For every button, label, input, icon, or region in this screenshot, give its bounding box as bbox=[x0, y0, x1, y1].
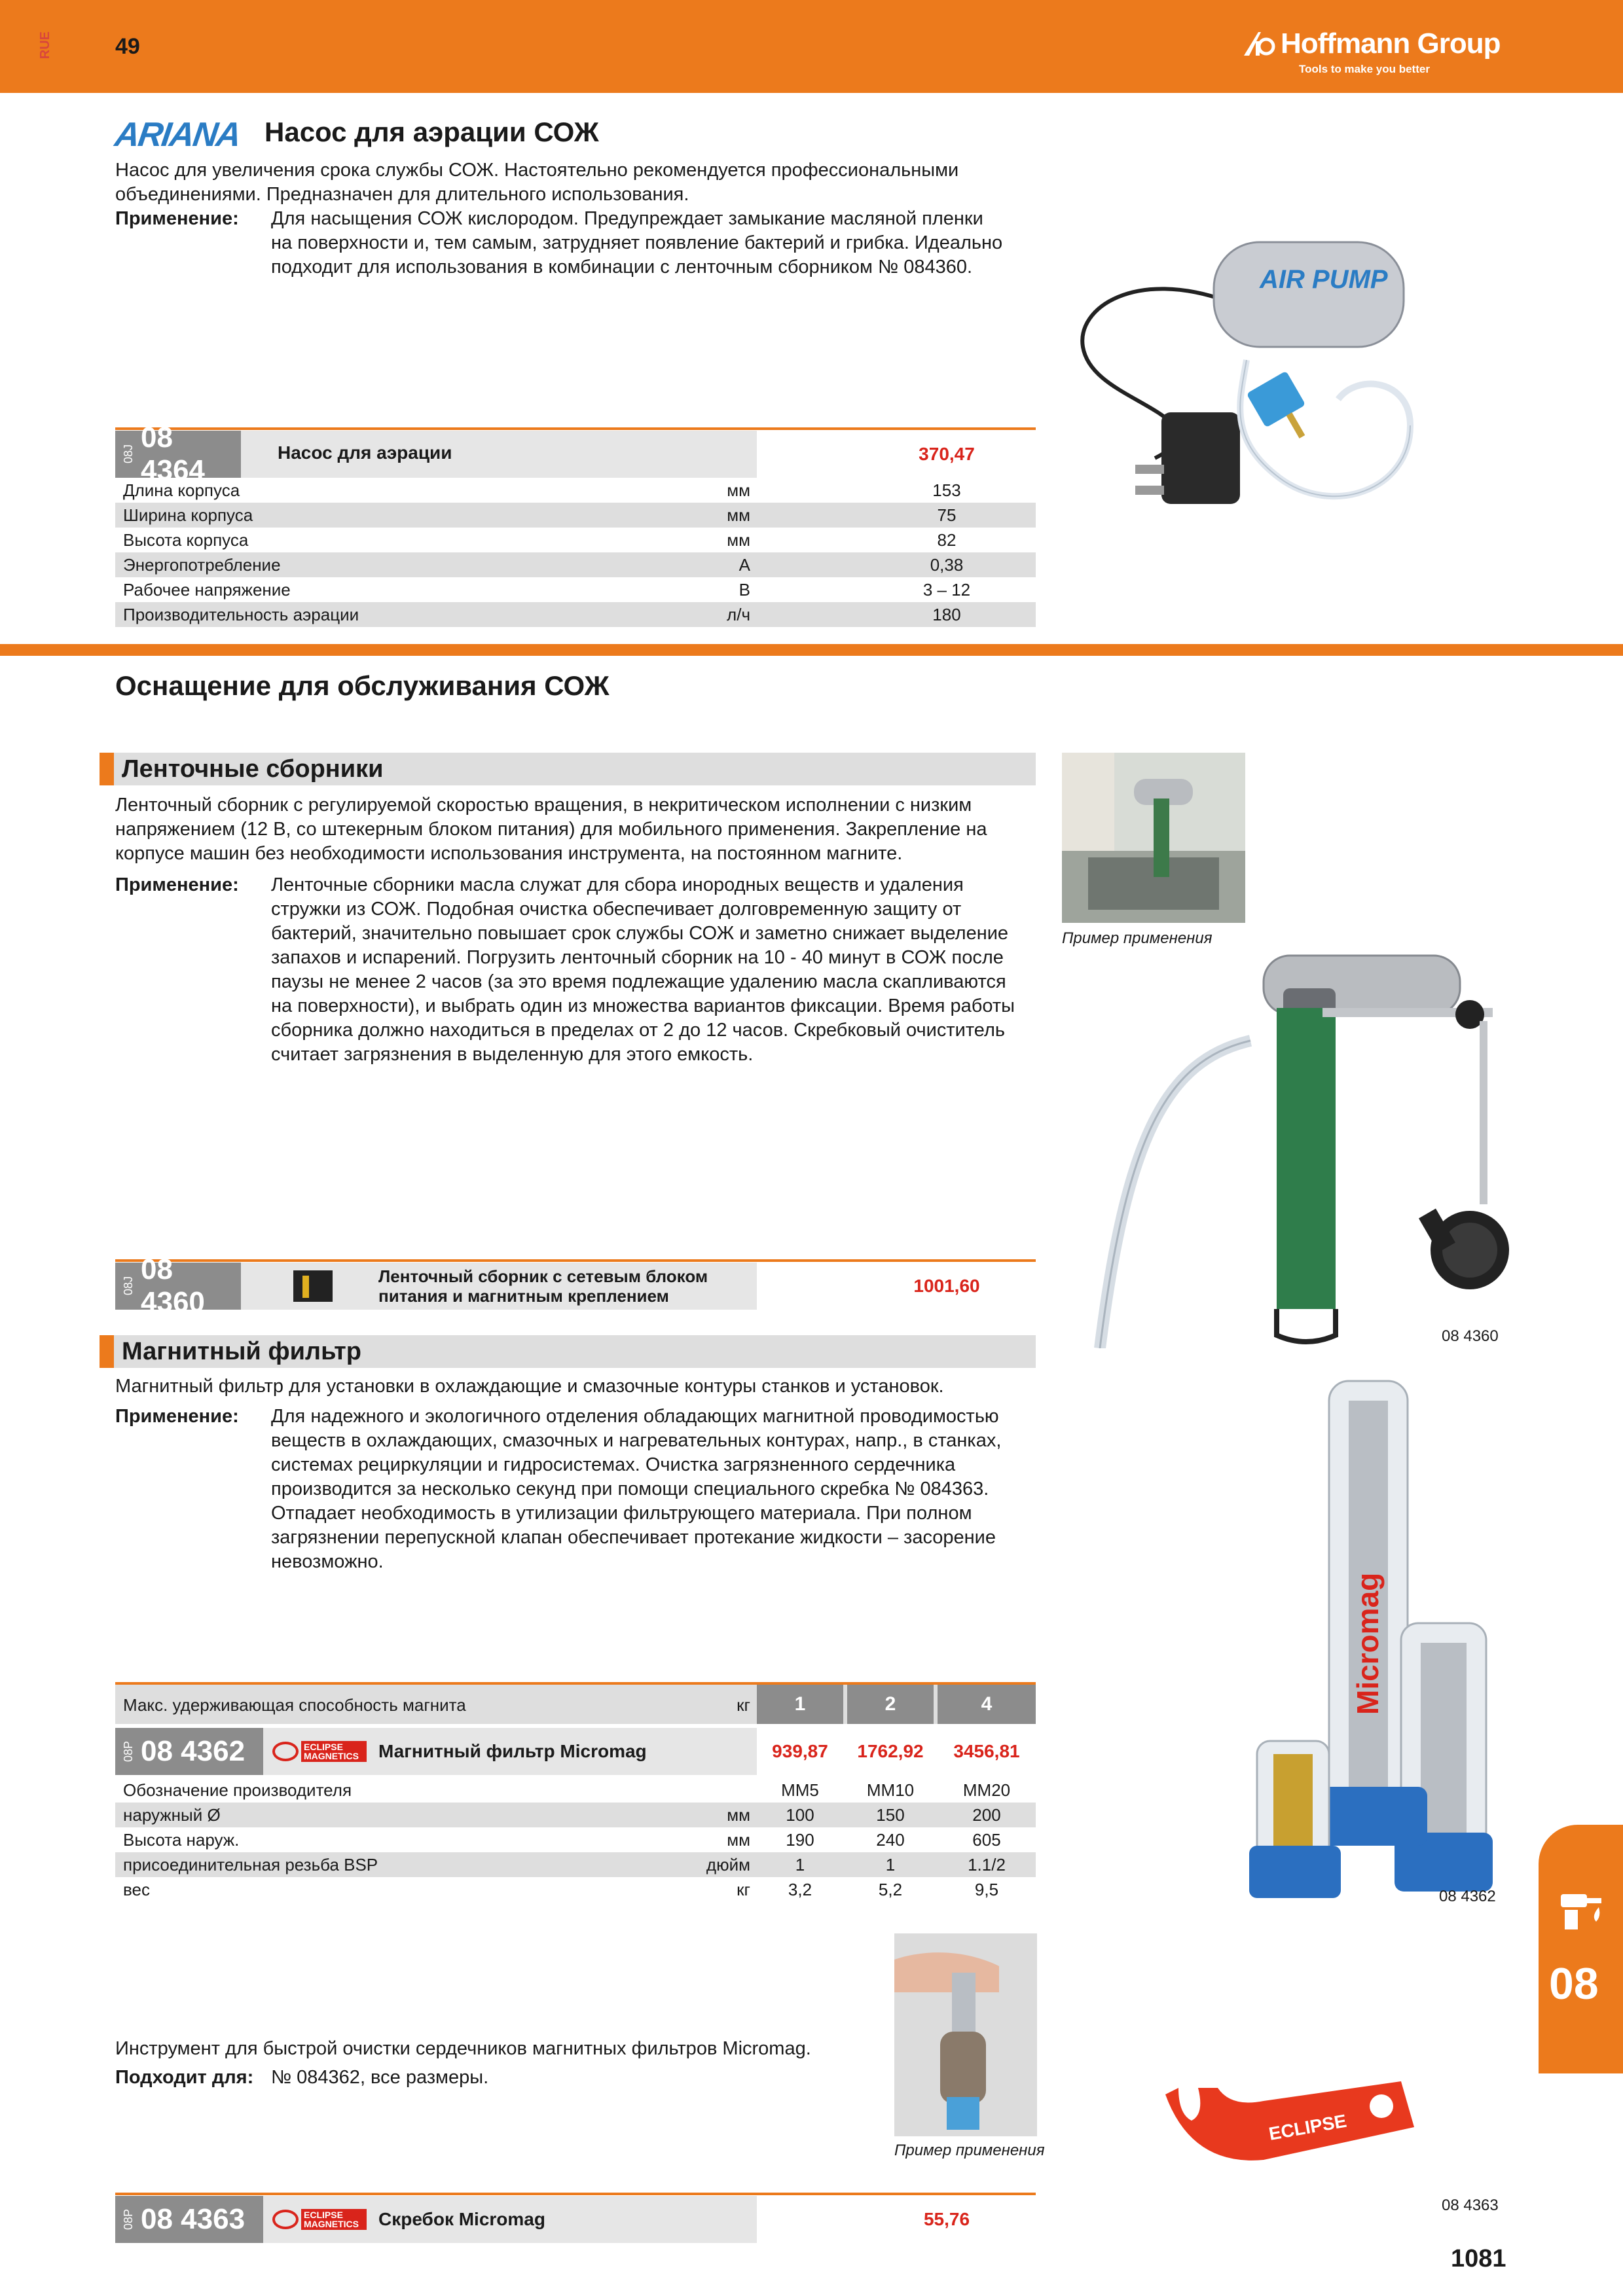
section-title: Оснащение для обслуживания СОЖ bbox=[115, 670, 610, 701]
scraper-brand-label: ECLIPSE bbox=[1267, 2110, 1349, 2144]
skimmer-example-caption: Пример применения bbox=[1062, 929, 1213, 947]
pump-application-text: Для насыщения СОЖ кислородом. Предупреждает замыкание масляной пленки на поверхности и, тем самым, затрудняет появление бактерий и грибка. Идеально подходит для использования в комбинации с ленточным сборником № 084360. bbox=[271, 208, 1003, 278]
spec-row: вес кг 3,2 5,2 9,5 bbox=[123, 1879, 999, 1899]
eclipse-logo: ECLIPSE MAGNETICS bbox=[272, 2209, 367, 2230]
table-rule bbox=[115, 427, 1036, 430]
spec-row: Высота корпуса мм 82 bbox=[123, 529, 957, 550]
product-price: 370,47 bbox=[919, 444, 975, 464]
air-pump-label: AIR PUMP bbox=[1260, 265, 1388, 294]
article-number: 08 4362 bbox=[141, 1735, 246, 1767]
air-pump-image bbox=[1057, 229, 1423, 543]
size-column-1: 1 bbox=[757, 1685, 843, 1724]
filter-application-label: Применение: bbox=[115, 1406, 239, 1427]
spec-row: Длина корпуса мм 153 bbox=[123, 480, 961, 500]
skimmer-application-text: Ленточные сборники масла служат для сбора инородных веществ и удаления стружки из СОЖ. Подобная очистка обеспечивает долговременную защиту от бактерий, значительно повышает срок службы СОЖ и заметно снижает выделение запахов и испарений. Погрузить ленточный сборник на 10 - 40 минут в СОЖ после паузы не менее 2 часов (за это время подлежащие удалению масла скапливаются на поверхности), и выбрать один из множества вариантов фиксации. Время работы сборника должно находиться в пределах от 2 до 12 часов. Скребковый очиститель считает загрязнения в выделенную для этого емкость. bbox=[271, 874, 1015, 1065]
skimmer-image-code: 08 4360 bbox=[1442, 1327, 1499, 1345]
table-rule bbox=[115, 1259, 1036, 1262]
spec-row: Энергопотребление A 0,38 bbox=[115, 552, 1036, 577]
scraper-fits-text: № 084362, все размеры. bbox=[271, 2067, 489, 2088]
page-number-top: 49 bbox=[115, 34, 140, 59]
product-name: Скребок Micromag bbox=[378, 2209, 545, 2229]
language-code: RUE bbox=[38, 31, 52, 60]
spec-row: наружный Ø мм 100 150 200 bbox=[115, 1803, 1036, 1827]
spec-row: Высота наруж. мм 190 240 605 bbox=[123, 1829, 1001, 1850]
table-rule bbox=[115, 2193, 1036, 2195]
skimmer-description: Ленточный сборник с регулируемой скоростью вращения, в некритическом исполнении с низким напряжением (12 В, со штекерным блоком питания) для мобильного применения. Закрепление на корпусе машин без необходимости использования инструмента, на постоянном магните. bbox=[115, 795, 987, 864]
brand-tagline: Tools to make you better bbox=[1299, 63, 1430, 75]
scraper-example-caption: Пример применения bbox=[894, 2142, 1045, 2159]
micromag-label: Micromag bbox=[1351, 1572, 1385, 1715]
chapter-number: 08 bbox=[1549, 1959, 1599, 2009]
scraper-image-code: 08 4363 bbox=[1442, 2197, 1499, 2214]
skimmer-article-row bbox=[115, 1253, 1036, 1318]
filter-application-text: Для надежного и экологичного отделения обладающих магнитной проводимостью веществ в охлаждающих, смазочных и нагревательных контурах, напр., в станках, системах рециркуляции и гидросистемах. Очистка загрязненного сердечника производится за несколько секунд при помощи специального скребка № 084363. Отпадает необходимость в утилизации фильтрующего материала. При полном загрязнении перепускной клапан обеспечивает протекание жидкости – засорение невозможно. bbox=[271, 1406, 1002, 1572]
hoffmann-logo-icon bbox=[1244, 29, 1275, 57]
article-number-box: 08P 08 4362 bbox=[115, 1728, 263, 1775]
article-number: 08 4363 bbox=[141, 2203, 246, 2235]
skimmer-subheading: Ленточные сборники bbox=[100, 753, 1036, 785]
eclipse-logo: ECLIPSE MAGNETICS bbox=[272, 1741, 367, 1762]
product-name: Насос для аэрации bbox=[278, 442, 452, 463]
pump-application-label: Применение: bbox=[115, 208, 239, 229]
scraper-description: Инструмент для быстрой очистки сердечников магнитных фильтров Micromag. bbox=[115, 2038, 811, 2059]
article-number: 08 4364 bbox=[141, 422, 205, 486]
page-number-bottom: 1081 bbox=[1451, 2245, 1506, 2272]
spec-row: Производительность аэрации л/ч 180 bbox=[115, 602, 1036, 627]
scraper-fits-label: Подходит для: bbox=[115, 2067, 254, 2088]
coolant-icon bbox=[1556, 1888, 1608, 1933]
belt-skimmer-image bbox=[1087, 929, 1519, 1348]
skimmer-example-photo bbox=[1062, 753, 1245, 923]
article-number-box: 08P 08 4363 bbox=[115, 2196, 263, 2243]
pump-description: Насос для увеличения срока службы СОЖ. Настоятельно рекомендуется профессиональными объединениями. Предназначен для длительного использования. bbox=[115, 160, 959, 205]
spec-row: Ширина корпуса мм 75 bbox=[115, 503, 1036, 528]
filter-article-row bbox=[115, 1728, 1036, 1775]
article-number-box: 08J 08 4364 bbox=[115, 431, 241, 478]
filter-subheading: Магнитный фильтр bbox=[100, 1335, 1036, 1368]
brand-logo: Hoffmann Group bbox=[1244, 27, 1501, 60]
article-number: 08 4360 bbox=[141, 1253, 205, 1318]
product-name: Ленточный сборник с сетевым блоком питания и магнитным креплением bbox=[378, 1266, 708, 1306]
product-price: 55,76 bbox=[923, 2209, 970, 2229]
ariana-logo: ARIANA bbox=[112, 116, 243, 154]
scraper-article-row bbox=[115, 2196, 1036, 2243]
filter-description: Магнитный фильтр для установки в охлаждающие и смазочные контуры станков и установок. bbox=[115, 1376, 944, 1397]
size-column-2: 2 bbox=[847, 1685, 934, 1724]
product-thumbnail bbox=[293, 1270, 333, 1302]
size-column-4: 4 bbox=[938, 1685, 1036, 1724]
pump-article-row bbox=[115, 422, 1036, 486]
product-name: Магнитный фильтр Micromag bbox=[378, 1741, 647, 1761]
price-size-2: 1762,92 bbox=[857, 1741, 924, 1761]
price-size-1: 939,87 bbox=[772, 1741, 828, 1761]
spec-row: присоединительная резьба BSP дюйм 1 1 1.1/2 bbox=[115, 1852, 1036, 1877]
filter-header-row: Макс. удерживающая способность магнита кг 1 2 4 bbox=[115, 1682, 1036, 1724]
pump-title: Насос для аэрации СОЖ bbox=[264, 117, 599, 147]
product-price: 1001,60 bbox=[913, 1276, 980, 1296]
filter-image-code: 08 4362 bbox=[1439, 1888, 1496, 1905]
spec-row: Рабочее напряжение B 3 – 12 bbox=[123, 579, 971, 600]
section-divider bbox=[0, 644, 1623, 656]
spec-row: Обозначение производителя MM5 MM10 MM20 bbox=[123, 1780, 1011, 1800]
price-size-4: 3456,81 bbox=[953, 1741, 1020, 1761]
micromag-filter-image bbox=[1244, 1374, 1519, 1918]
skimmer-application-label: Применение: bbox=[115, 874, 239, 895]
chapter-tab bbox=[1539, 1825, 1623, 2073]
scraper-example-photo bbox=[894, 1933, 1037, 2136]
article-number-box: 08J 08 4360 bbox=[115, 1263, 241, 1310]
micromag-scraper-image bbox=[1152, 2068, 1427, 2179]
